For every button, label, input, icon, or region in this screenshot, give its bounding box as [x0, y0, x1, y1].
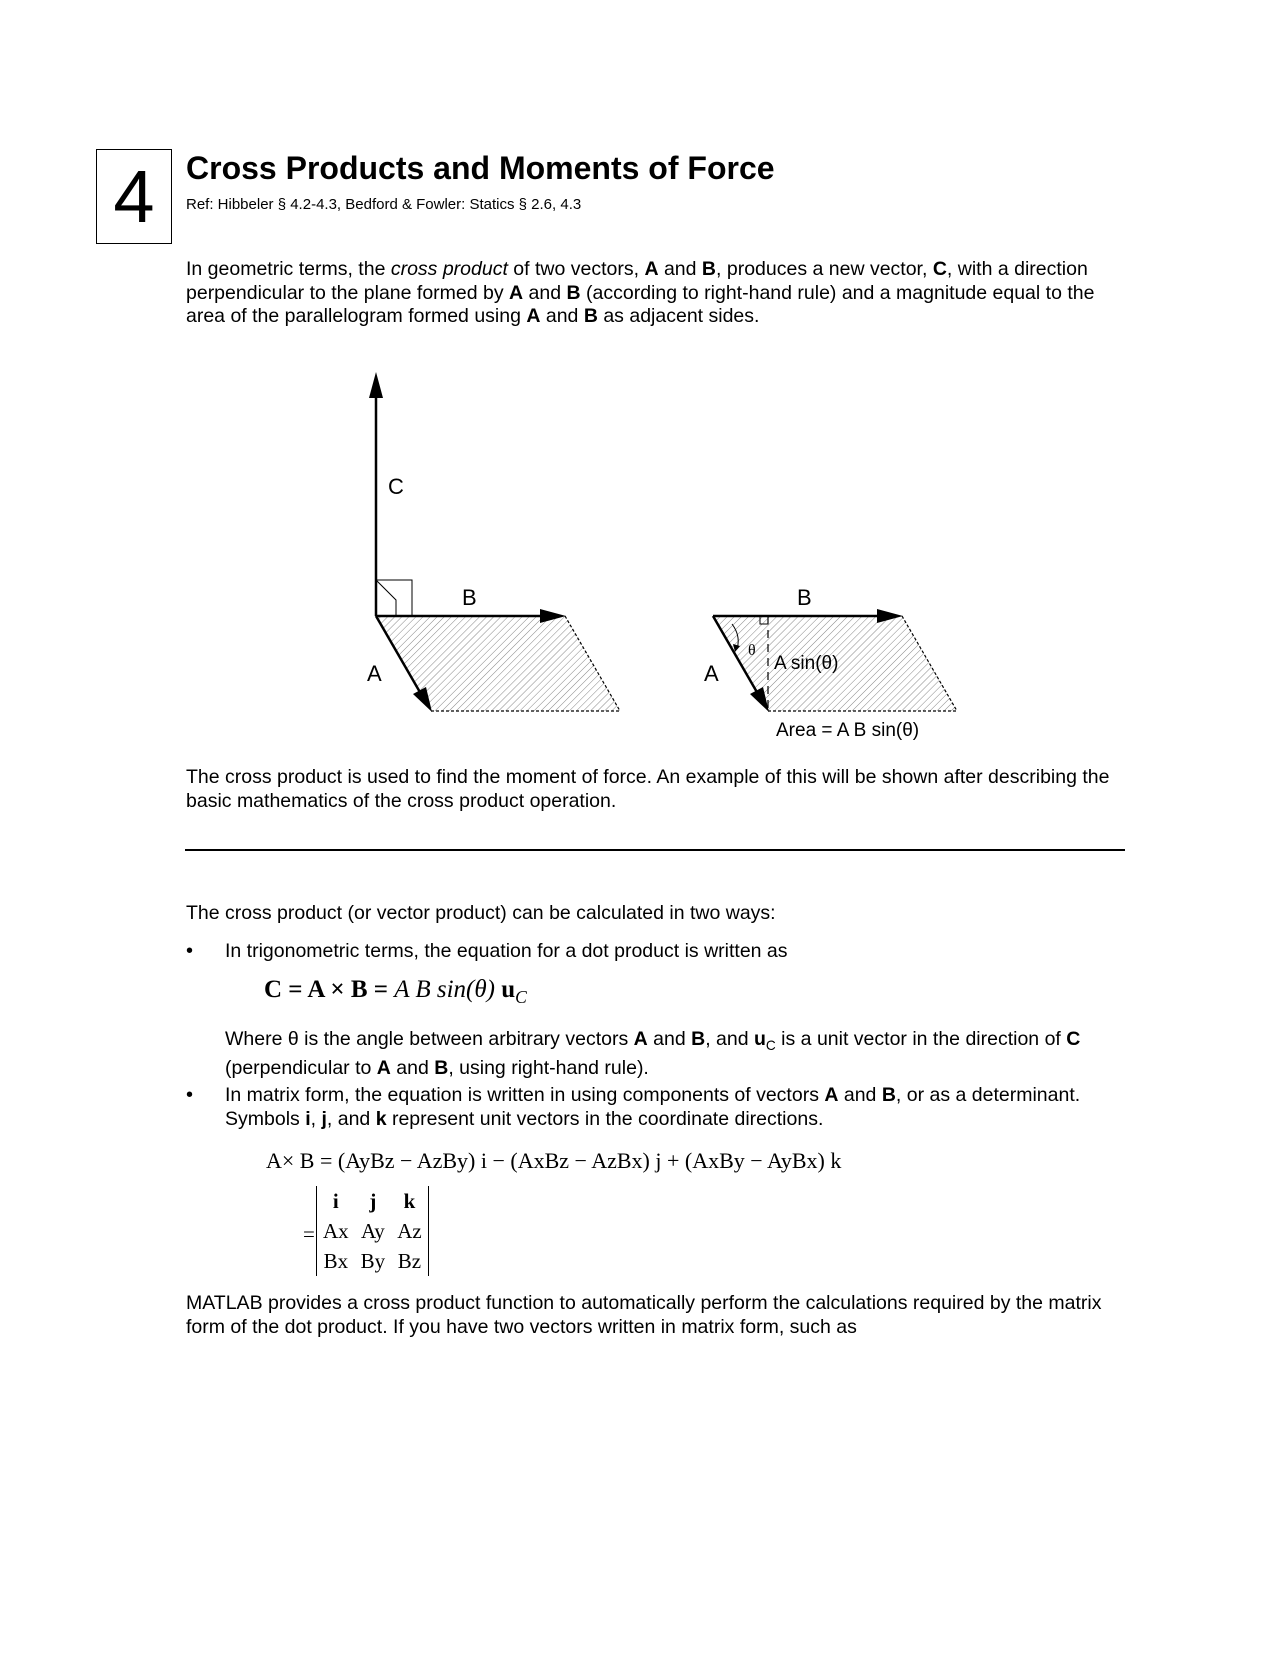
det-cell: By — [360, 1248, 386, 1273]
bullet-2-text: In matrix form, the equation is written in using components of vectors A and B, or as a determinant. Symbols i, j, and k represent unit vectors in the coordinate directions. — [225, 1084, 1081, 1130]
det-cell: j — [369, 1188, 377, 1213]
intro-paragraph: In geometric terms, the cross product of two vectors, A and B, produces a new vector, C, with a direction perpendicular to the plane formed by A and B (according to right-hand rule) and a magnitude equal to the area of the parallelogram formed using A and B as adjacent sides. — [186, 258, 1095, 327]
det-cell: k — [403, 1188, 416, 1213]
cross-product-diagram — [0, 0, 1280, 760]
equation-trig: C = A × B = A B sin(θ) $u_C$ — [264, 976, 527, 1007]
det-cell: Bx — [323, 1248, 349, 1273]
paragraph-moment: The cross product is used to find the moment of force. An example of this will be shown after describing the basic mathematics of the cross product operation. — [186, 766, 1110, 812]
paragraph-matlab: MATLAB provides a cross product function to automatically perform the calculations required by the matrix form of the dot product. If you have two vectors written in matrix form, such as — [186, 1292, 1102, 1338]
bullet-marker-1: • — [186, 940, 194, 962]
chapter-number: 4 — [113, 154, 155, 238]
determinant — [303, 1186, 429, 1276]
determinant-equals: = — [303, 1222, 315, 1246]
bullet-1-where: Where θ is the angle between arbitrary vectors A and B, and $u_C$ is a unit vector in the direction of C (perpendicular to A and B, using right-hand rule). — [225, 1028, 1081, 1080]
paragraph-two-ways: The cross product (or vector product) can be calculated in two ways: — [186, 902, 776, 924]
label-c: C — [388, 474, 404, 499]
det-cell: Bz — [397, 1248, 422, 1273]
section-divider — [185, 849, 1125, 851]
label-b-left: B — [462, 585, 477, 610]
label-theta: θ — [748, 642, 756, 659]
det-cell: i — [332, 1188, 339, 1213]
label-area: Area = A B sin(θ) — [776, 720, 920, 741]
page-title: Cross Products and Moments of Force — [186, 150, 775, 186]
reference-line: Ref: Hibbeler § 4.2-4.3, Bedford & Fowler: Statics § 2.6, 4.3 — [186, 196, 582, 213]
vector-c-arrowhead — [369, 372, 383, 398]
label-a-right: A — [704, 661, 719, 686]
equation-matrix-expanded: A× B = (AyBz − AzBy) i − (AxBz − AzBx) j + (AxBy − AyBx) k — [266, 1148, 842, 1173]
label-a-sin-theta: A sin(θ) — [774, 653, 839, 674]
bullet-marker-2: • — [186, 1084, 194, 1106]
det-cell: Ay — [361, 1218, 385, 1243]
parallelogram-left — [376, 616, 620, 711]
bullet-1-text: In trigonometric terms, the equation for a dot product is written as — [225, 940, 788, 962]
det-cell: Az — [397, 1218, 422, 1243]
label-a-left: A — [367, 661, 382, 686]
label-b-right: B — [797, 585, 812, 610]
det-cell: Ax — [323, 1218, 349, 1243]
